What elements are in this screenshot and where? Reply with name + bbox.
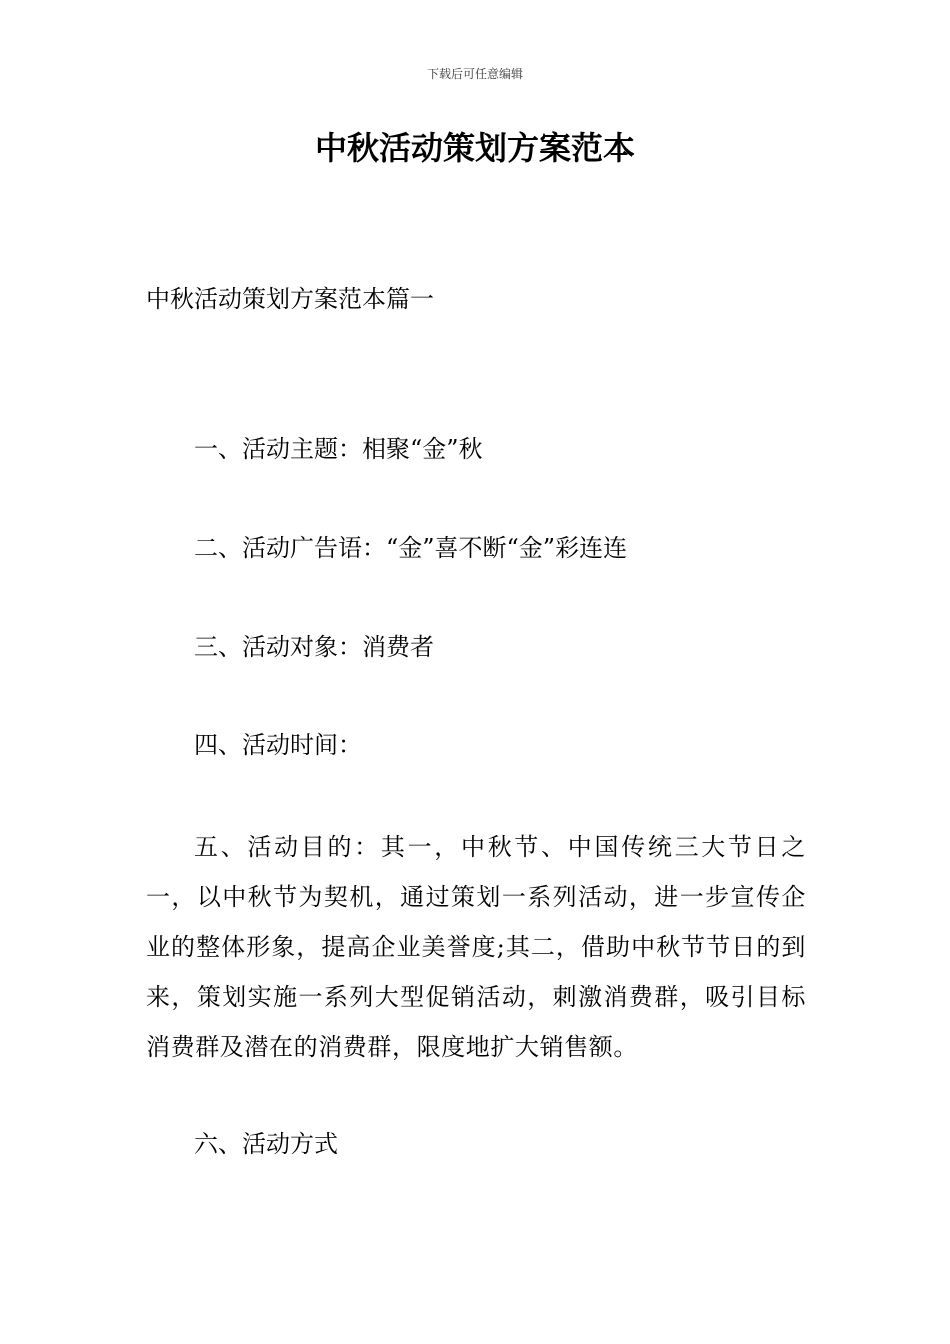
paragraph-activity-theme: 一、活动主题：相聚“金”秋 (194, 435, 483, 463)
paragraph-activity-method: 六、活动方式 (194, 1130, 338, 1158)
header-note: 下载后可任意编辑 (426, 67, 523, 81)
document-title: 中秋活动策划方案范本 (314, 129, 635, 167)
paragraph-activity-time: 四、活动时间： (194, 731, 362, 759)
paragraph-activity-slogan: 二、活动广告语：“金”喜不断“金”彩连连 (194, 534, 628, 562)
paragraph-activity-target: 三、活动对象：消费者 (194, 633, 434, 661)
paragraph-activity-purpose: 五、活动目的：其一，中秋节、中国传统三大节日之一，以中秋节为契机，通过策划一系列活动，进一步宣传企业的整体形象，提高企业美誉度;其二，借助中秋节节日的到来，策划实施一系列大型促销活动，刺激消费群，吸引目标消费群及潜在的消费群，限度地扩大销售额。 (146, 833, 806, 1061)
section-heading: 中秋活动策划方案范本篇一 (146, 285, 434, 313)
